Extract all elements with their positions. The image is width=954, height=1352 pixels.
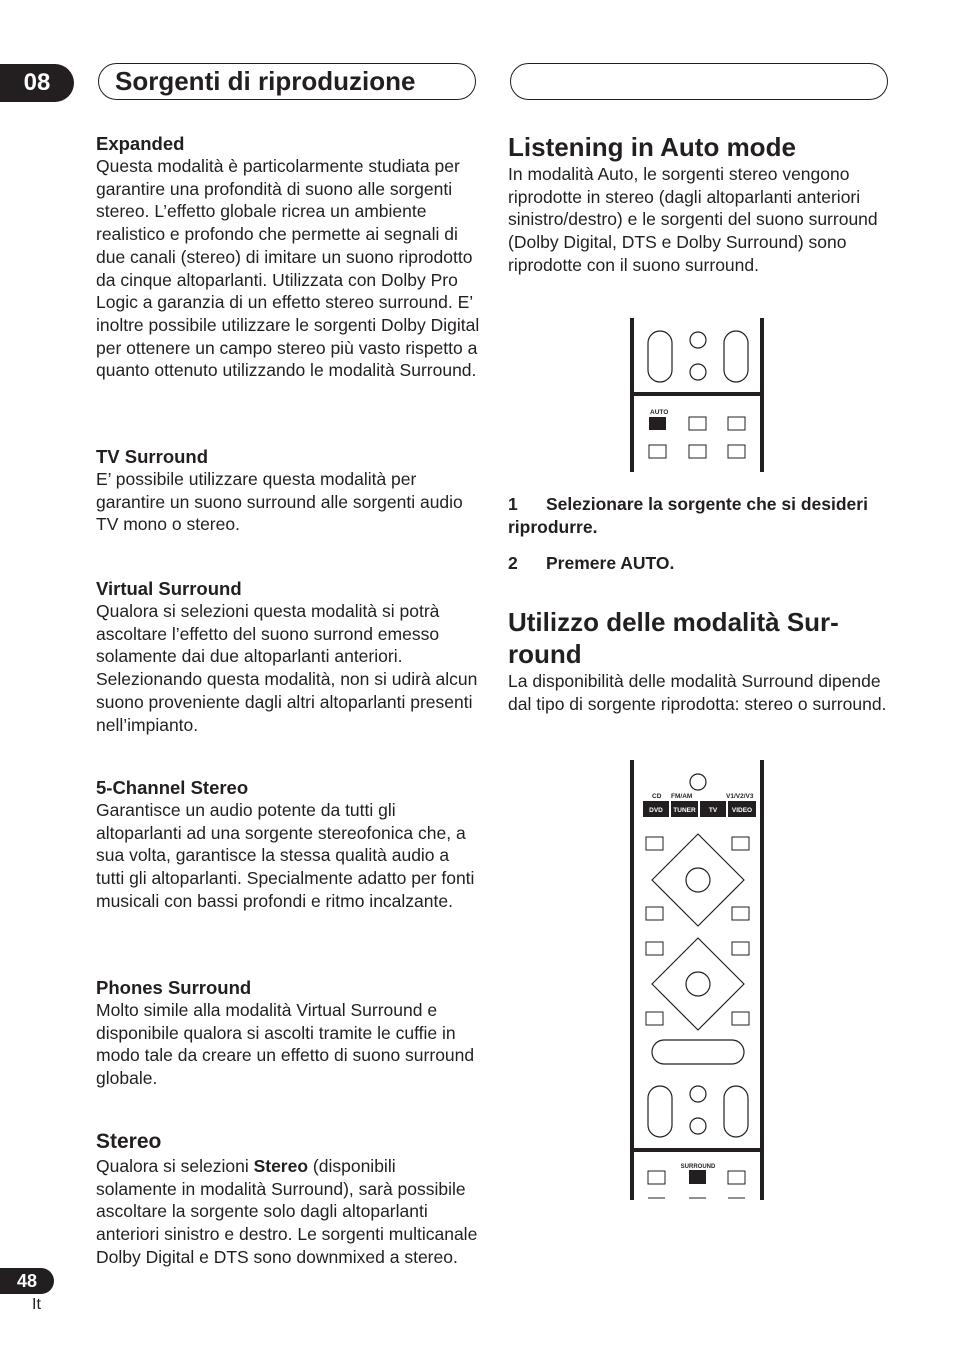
step-2-text: Premere AUTO. [546,553,675,573]
stereo-text-before: Qualora si selezioni [96,1156,254,1176]
tv-surround-text: E’ possibile utilizzare questa modalità per garantire un suono surround alle sorgenti audio TV mono o stereo. [96,469,463,535]
section-five-channel [96,776,480,913]
remote-label-fmam: FM/AM [671,793,693,800]
section-stereo [96,1129,480,1269]
header-title-box [98,63,476,100]
section-phones-surround [96,976,480,1090]
stereo-text-after: (disponibili solamente in modalità Surround), sarà possibile ascoltare la sorgente solo dagli altoparlanti anteriori sinistro e destro. Le sorgenti multicanale Dolby Digital e DTS sono downmixed a stereo. [96,1156,478,1267]
auto-mode-heading: Listening in Auto mode [508,132,796,162]
page-title: Sorgenti di riproduzione [115,66,416,96]
five-channel-text: Garantisce un audio potente da tutti gli altoparlanti ad una sorgente stereofonica che, a sua volta, garantisce la stessa qualità audio a tutti gli altoparlanti. Specialmente adatto per fonti musicali con bassi profondi e ritmo incalzante. [96,800,475,911]
surround-modes-heading-line1: Utilizzo delle modalità Sur- [508,607,839,637]
step-1-number: 1 [508,494,518,514]
remote-button-tuner: TUNER [673,807,696,814]
section-tv-surround [96,445,480,536]
auto-mode-text: In modalità Auto, le sorgenti stereo vengono riprodotte in stereo (dagli altoparlanti anteriori sinistro/destro) e le sorgenti del suono surround (Dolby Digital, DTS e Dolby Surround) sono riprodotte con il suono surround. [508,164,878,275]
auto-steps [508,493,892,575]
remote-button-dvd: DVD [649,807,663,814]
remote-auto-illustration [628,318,768,472]
step-1-text: Selezionare la sorgente che si desideri riprodurre. [508,494,868,537]
remote-surround-label: SURROUND [680,1164,716,1170]
section-surround-modes [508,606,892,715]
surround-modes-heading [508,606,892,670]
stereo-text-bold: Stereo [253,1156,309,1176]
remote-button-tv: TV [708,807,718,814]
auto-button [649,417,666,430]
section-expanded [96,132,480,382]
phones-surround-heading: Phones Surround [96,977,252,998]
chapter-number: 08 [0,64,74,102]
stereo-heading: Stereo [96,1130,162,1153]
surround-modes-text: La disponibilità delle modalità Surround dipende dal tipo di sorgente riprodotta: stereo o surround. [508,671,887,714]
expanded-heading: Expanded [96,133,185,154]
page-number: 48 [0,1268,54,1294]
remote-label-cd: CD [652,793,662,800]
surround-modes-heading-line2: round [508,639,582,669]
phones-surround-text: Molto simile alla modalità Virtual Surround e disponibile qualora si ascolti tramite le cuffie in modo tale da creare un effetto di suono surround globale. [96,1000,475,1089]
section-auto-mode [508,131,892,277]
step-2 [508,552,892,575]
virtual-surround-heading: Virtual Surround [96,578,242,599]
step-2-number: 2 [508,553,518,573]
stereo-text [96,1155,480,1269]
expanded-text: Questa modalità è particolarmente studiata per garantire una profondità di suono alle sorgenti stereo. L’effetto globale ricrea un ambiente realistico e profondo che permette ai segnali di due canali (stereo) di imitare un suono riprodotto da cinque altoparlanti. Utilizzata con Dolby Pro Logic a garanzia di un effetto stereo surround. E’ inoltre possibile utilizzare le sorgenti Dolby Digital per ottenere un campo stereo più vasto rispetto a quanto ottenuto utilizzando le modalità Surround. [96,156,480,381]
step-1 [508,493,892,539]
tv-surround-heading: TV Surround [96,446,209,467]
section-virtual-surround [96,577,480,736]
remote-label-v1v2v3: V1/V2/V3 [726,793,754,800]
remote-surround-illustration [628,760,768,1200]
language-code: It [32,1296,41,1313]
remote-auto-label: AUTO [650,409,669,416]
header-empty-box [510,63,888,100]
remote-button-video: VIDEO [731,807,753,814]
five-channel-heading: 5-Channel Stereo [96,777,249,798]
surround-button [689,1170,706,1184]
virtual-surround-text: Qualora si selezioni questa modalità si potrà ascoltare l’effetto del suono surrond emesso solamente dai due altoparlanti anteriori. Selezionando questa modalità, non si udirà alcun suono proveniente dagli altri altoparlanti presenti nell’impianto. [96,601,478,735]
